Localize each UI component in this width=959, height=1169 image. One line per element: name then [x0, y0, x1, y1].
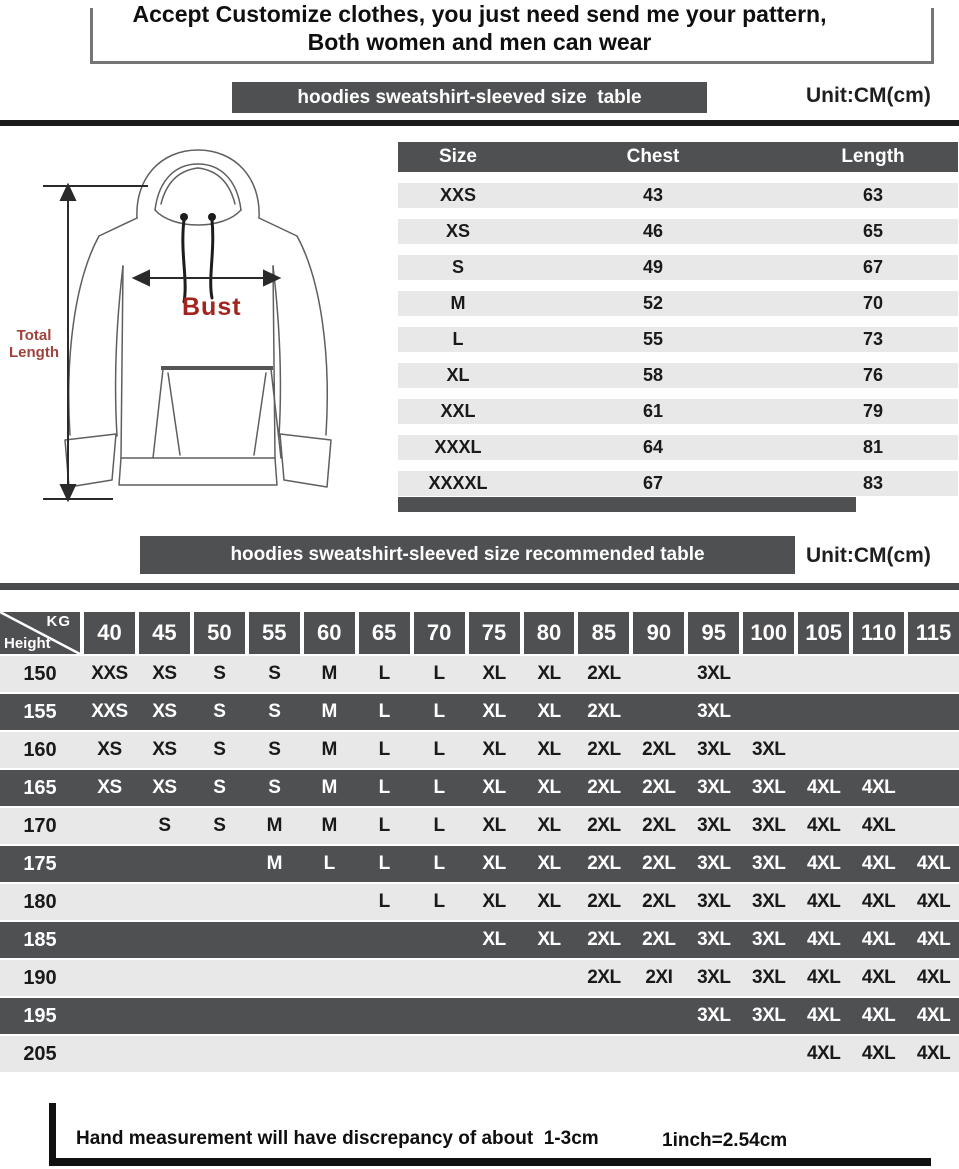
height-row-label: 180 — [23, 890, 57, 913]
kg-height-corner-cell — [0, 612, 80, 654]
size-recommendation-cell: 4XL — [806, 853, 841, 874]
size-table-cell: 43 — [642, 185, 664, 205]
size-recommendation-cell: 3XL — [697, 853, 731, 874]
size-recommendation-cell: L — [433, 815, 445, 836]
size-recommendation-cell: 3XL — [752, 1005, 786, 1026]
height-row-label: 195 — [23, 1004, 57, 1027]
size-table-row — [398, 183, 958, 208]
column-header-chest: Chest — [626, 146, 680, 167]
size-table-cell: 49 — [642, 257, 664, 277]
size-recommendation-cell: 4XL — [806, 1043, 841, 1064]
measurement-arrows — [43, 185, 279, 500]
size-table-row — [398, 471, 958, 496]
recommended-body — [0, 656, 959, 1072]
size-recommendation-cell: 4XL — [861, 777, 896, 798]
size-table-cell: XL — [446, 365, 470, 385]
size-recommendation-cell: S — [268, 663, 281, 684]
size-recommendation-cell: XXS — [91, 663, 128, 684]
column-header-length: Length — [841, 146, 905, 167]
size-recommendation-cell: XS — [97, 777, 122, 798]
size-recommendation-cell: XL — [537, 777, 561, 798]
recommended-table-row — [0, 770, 959, 806]
size-recommendation-cell: 4XL — [861, 853, 896, 874]
weight-header-cell: 70 — [414, 612, 465, 654]
size-table-cell: XXXL — [434, 437, 482, 457]
size-table — [398, 142, 958, 507]
size-recommendation-cell: S — [213, 739, 226, 760]
size-recommendation-cell: 2XL — [642, 815, 676, 836]
page-title — [0, 0, 959, 56]
size-recommendation-cell: L — [378, 891, 390, 912]
size-recommendation-cell: 2XL — [587, 853, 621, 874]
hoodie-diagram — [15, 140, 390, 510]
corner-kg-label: KG — [46, 613, 71, 630]
size-table-row — [398, 219, 958, 244]
corner-height-label: Height — [4, 635, 51, 652]
height-row-label: 175 — [23, 852, 57, 875]
weight-header-cell: 105 — [798, 612, 849, 654]
weight-header-cell: 115 — [908, 612, 959, 654]
size-recommendation-cell: XL — [537, 853, 561, 874]
size-table-cell: M — [450, 293, 466, 313]
size-recommendation-cell: 2XL — [587, 967, 621, 988]
size-recommendation-cell: 2XL — [587, 777, 621, 798]
size-table-cell: 58 — [642, 365, 664, 385]
size-recommendation-cell: XL — [482, 663, 506, 684]
recommended-table-row — [0, 1036, 959, 1072]
recommended-table-row — [0, 998, 959, 1034]
size-recommendation-cell: L — [378, 777, 390, 798]
size-table-banner: hoodies sweatshirt-sleeved size table — [232, 82, 707, 113]
height-row-label: 205 — [23, 1042, 57, 1065]
size-recommendation-cell: 4XL — [806, 777, 841, 798]
size-table-cell: 64 — [642, 437, 664, 457]
divider-line-middle — [0, 583, 959, 590]
size-recommendation-cell: 2XL — [587, 701, 621, 722]
drawstrings — [183, 220, 213, 302]
recommended-table-header — [0, 612, 959, 654]
size-recommendation-cell: 2XL — [587, 815, 621, 836]
size-recommendation-cell: 2XL — [587, 929, 621, 950]
size-recommendation-cell: 4XL — [861, 815, 896, 836]
size-recommendation-cell: S — [213, 701, 226, 722]
size-recommendation-cell: 4XL — [916, 1005, 951, 1026]
size-recommendation-cell: XL — [537, 891, 561, 912]
height-row-label: 160 — [23, 738, 57, 761]
size-recommendation-cell: XL — [482, 815, 506, 836]
recommended-table-row — [0, 846, 959, 882]
footer-frame-vertical — [49, 1103, 56, 1160]
divider-line-top — [0, 120, 959, 126]
size-recommendation-cell: XL — [537, 815, 561, 836]
size-recommendation-cell: XS — [152, 663, 177, 684]
recommended-table-row — [0, 922, 959, 958]
size-recommendation-cell: 3XL — [697, 663, 731, 684]
weight-header-cell: 50 — [194, 612, 245, 654]
height-row-label: 165 — [23, 776, 57, 799]
size-recommendation-cell: S — [268, 701, 281, 722]
size-recommendation-cell: XL — [482, 701, 506, 722]
size-recommendation-cell: 4XL — [806, 929, 841, 950]
size-table-cell: 67 — [642, 473, 664, 493]
size-recommendation-cell: XS — [152, 739, 177, 760]
weight-header-cell: 60 — [304, 612, 355, 654]
unit-label-2: Unit:CM(cm) — [806, 544, 931, 567]
weight-header-cell: 100 — [743, 612, 794, 654]
size-recommendation-cell: XL — [537, 739, 561, 760]
size-table-row — [398, 255, 958, 280]
size-table-row — [398, 291, 958, 316]
size-recommendation-cell: 4XL — [861, 891, 896, 912]
size-recommendation-cell: 4XL — [916, 1043, 951, 1064]
size-recommendation-cell: 4XL — [916, 967, 951, 988]
bust-label: Bust — [182, 293, 242, 321]
size-table-cell: 52 — [642, 293, 664, 313]
size-recommendation-cell: 2XL — [642, 929, 676, 950]
size-recommendation-cell: XS — [152, 701, 177, 722]
size-recommendation-cell: 3XL — [697, 967, 731, 988]
size-table-cell: 83 — [862, 473, 884, 493]
size-recommendation-cell: 3XL — [697, 929, 731, 950]
size-recommendation-cell: S — [213, 777, 226, 798]
size-recommendation-cell: 4XL — [806, 815, 841, 836]
recommended-table-row — [0, 732, 959, 768]
size-recommendation-cell: 4XL — [916, 891, 951, 912]
size-recommendation-cell: 3XL — [752, 815, 786, 836]
size-table-footer-bar — [398, 497, 856, 512]
weight-header-cell: 45 — [139, 612, 190, 654]
size-recommendation-cell: M — [321, 777, 337, 798]
weight-header-cell: 80 — [524, 612, 575, 654]
weight-header-cell: 90 — [633, 612, 684, 654]
size-table-cell: 81 — [862, 437, 884, 457]
size-recommendation-cell: 3XL — [752, 853, 786, 874]
height-row-label: 155 — [23, 700, 57, 723]
size-table-row — [398, 435, 958, 460]
size-recommendation-cell: L — [378, 739, 390, 760]
height-row-label: 170 — [23, 814, 57, 837]
height-row-label: 150 — [23, 662, 57, 685]
weight-header-cell: 95 — [688, 612, 739, 654]
size-recommendation-cell: 4XL — [806, 891, 841, 912]
size-recommendation-cell: 3XL — [697, 891, 731, 912]
size-recommendation-cell: XS — [152, 777, 177, 798]
size-recommendation-cell: 3XL — [697, 701, 731, 722]
column-header-size: Size — [438, 146, 478, 167]
measurement-note: Hand measurement will have discrepancy of about 1-3cm — [76, 1128, 599, 1149]
size-recommendation-cell: 3XL — [752, 967, 786, 988]
size-table-body — [398, 183, 958, 496]
size-recommendation-cell: M — [321, 663, 337, 684]
unit-label-1: Unit:CM(cm) — [806, 84, 931, 107]
size-table-cell: 76 — [862, 365, 884, 385]
inch-conversion-note: 1inch=2.54cm — [662, 1130, 788, 1151]
size-recommendation-cell: S — [213, 663, 226, 684]
size-recommendation-cell: S — [268, 739, 281, 760]
size-recommendation-cell: 2XL — [587, 739, 621, 760]
weight-header-cell: 40 — [84, 612, 135, 654]
size-recommendation-cell: L — [433, 777, 445, 798]
height-row-label: 185 — [23, 928, 57, 951]
weight-header-cell: 85 — [578, 612, 629, 654]
total-length-label: Total Length — [9, 327, 59, 361]
size-recommendation-cell: L — [433, 739, 445, 760]
size-recommendation-cell: S — [213, 815, 226, 836]
page-title-line1: Accept Customize clothes, you just need send me your pattern, — [132, 1, 827, 27]
size-recommendation-cell: M — [321, 815, 337, 836]
recommended-table-row — [0, 808, 959, 844]
size-table-row — [398, 399, 958, 424]
size-table-header — [398, 142, 958, 172]
size-recommendation-cell: 4XL — [806, 1005, 841, 1026]
size-recommendation-cell: 4XL — [916, 929, 951, 950]
footer-frame-horizontal — [49, 1158, 931, 1166]
size-table-cell: 70 — [862, 293, 884, 313]
weight-header-cell: 110 — [853, 612, 904, 654]
size-table-cell: 67 — [862, 257, 884, 277]
recommended-table-banner: hoodies sweatshirt-sleeved size recommended table — [140, 536, 795, 574]
size-recommendation-cell: L — [378, 701, 390, 722]
size-recommendation-cell: M — [321, 701, 337, 722]
size-table-cell: 46 — [642, 221, 664, 241]
size-recommendation-cell: 3XL — [752, 739, 786, 760]
size-table-cell: 65 — [862, 221, 884, 241]
size-table-cell: S — [451, 257, 464, 277]
size-recommendation-cell: XL — [537, 701, 561, 722]
size-recommendation-cell: 4XL — [806, 967, 841, 988]
size-recommendation-cell: XL — [482, 739, 506, 760]
size-table-row — [398, 363, 958, 388]
size-recommendation-cell: L — [378, 815, 390, 836]
recommended-table-row — [0, 656, 959, 692]
size-recommendation-cell: 4XL — [861, 967, 896, 988]
size-recommendation-cell: 3XL — [752, 777, 786, 798]
size-recommendation-cell: L — [323, 853, 335, 874]
recommended-table — [0, 612, 959, 1074]
size-recommendation-cell: XL — [537, 929, 561, 950]
size-table-cell: 73 — [862, 329, 884, 349]
size-recommendation-cell: 2XL — [642, 777, 676, 798]
weight-header-cell: 75 — [469, 612, 520, 654]
size-recommendation-cell: XL — [482, 777, 506, 798]
size-recommendation-cell: M — [321, 739, 337, 760]
size-table-cell: XXS — [439, 185, 477, 205]
size-recommendation-cell: 3XL — [697, 815, 731, 836]
size-recommendation-cell: 3XL — [752, 891, 786, 912]
size-recommendation-cell: XL — [482, 853, 506, 874]
size-recommendation-cell: 2XL — [642, 739, 676, 760]
size-recommendation-cell: 4XL — [861, 929, 896, 950]
size-table-row — [398, 327, 958, 352]
page-title-line2: Both women and men can wear — [307, 29, 652, 55]
size-table-cell: 79 — [862, 401, 884, 421]
size-recommendation-cell: XL — [537, 663, 561, 684]
height-row-label: 190 — [23, 966, 57, 989]
recommended-table-row — [0, 884, 959, 920]
size-recommendation-cell: 4XL — [916, 853, 951, 874]
size-recommendation-cell: M — [266, 815, 282, 836]
recommended-table-row — [0, 694, 959, 730]
size-recommendation-cell: 2XL — [642, 853, 676, 874]
size-table-cell: XS — [445, 221, 470, 241]
size-recommendation-cell: 2XL — [587, 663, 621, 684]
weight-header-cell: 65 — [359, 612, 410, 654]
size-recommendation-cell: L — [378, 853, 390, 874]
size-table-cell: XXXXL — [428, 473, 488, 493]
size-recommendation-cell: 2XI — [645, 967, 673, 988]
size-table-cell: 63 — [862, 185, 884, 205]
size-recommendation-cell: L — [433, 891, 445, 912]
size-recommendation-cell: 2XL — [587, 891, 621, 912]
size-recommendation-cell: L — [433, 663, 445, 684]
weight-header-cell: 55 — [249, 612, 300, 654]
size-recommendation-cell: S — [268, 777, 281, 798]
size-recommendation-cell: L — [433, 853, 445, 874]
size-recommendation-cell: 3XL — [752, 929, 786, 950]
size-recommendation-cell: 3XL — [697, 739, 731, 760]
size-recommendation-cell: 4XL — [861, 1043, 896, 1064]
size-table-cell: 55 — [642, 329, 664, 349]
size-recommendation-cell: L — [433, 701, 445, 722]
size-table-cell: 61 — [642, 401, 664, 421]
size-recommendation-cell: 2XL — [642, 891, 676, 912]
size-recommendation-cell: 4XL — [861, 1005, 896, 1026]
size-recommendation-cell: XS — [97, 739, 122, 760]
size-table-cell: L — [452, 329, 464, 349]
size-recommendation-cell: 3XL — [697, 1005, 731, 1026]
size-recommendation-cell: L — [378, 663, 390, 684]
size-table-cell: XXL — [440, 401, 476, 421]
size-recommendation-cell: XXS — [91, 701, 128, 722]
size-recommendation-cell: XL — [482, 891, 506, 912]
size-recommendation-cell: M — [266, 853, 282, 874]
recommended-table-row — [0, 960, 959, 996]
size-recommendation-cell: 3XL — [697, 777, 731, 798]
size-recommendation-cell: S — [158, 815, 171, 836]
size-recommendation-cell: XL — [482, 929, 506, 950]
